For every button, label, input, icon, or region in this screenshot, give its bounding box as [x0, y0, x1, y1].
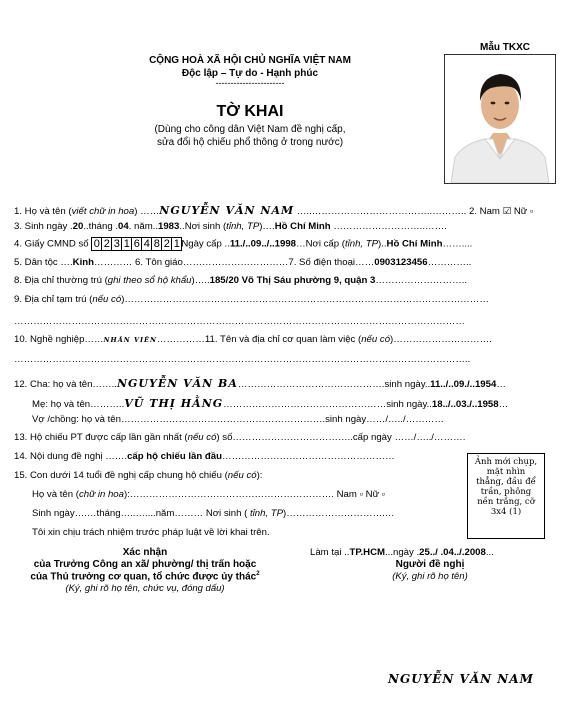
id-issue-place: Hồ Chí Minh: [386, 238, 443, 250]
field-child-name: Họ và tên (chữ in hoa):………………………………………………………. Nam ▫ Nữ ▫: [32, 489, 386, 500]
field-spouse: Vợ /chồng: họ và tên……………………………………………………….sinh ngày……/…../…………: [32, 414, 444, 425]
phone-value: 0903123456: [374, 257, 428, 268]
confirm-line-2: của Thủ trưởng cơ quan, tổ chức được ủy thác$^2$: [30, 571, 260, 583]
national-title: CỘNG HOÀ XÃ HỘI CHỦ NGHĨA VIỆT NAM: [149, 55, 351, 66]
applicant-signature: NGUYỄN VĂN NAM: [388, 672, 534, 686]
field-mother: Mẹ: họ và tên………..VŨ THỊ HẰNG……………………………………………sinh ngày..18../..03./..1958…: [32, 397, 509, 410]
gender-male-checkbox[interactable]: ☑: [502, 206, 512, 217]
father-name-value: NGUYỄN VĂN BA: [116, 377, 238, 390]
id-digit-box: 4: [141, 237, 152, 251]
field-full-name: 1. Họ và tên (viết chữ in hoa) ……NGUYỄN VĂN NAM …..………………………………..……….. 2. Nam ☑ Nữ ▫: [14, 204, 534, 217]
applicant-date: 25../ .04../.2008: [419, 547, 486, 558]
id-digit-box: 2: [101, 237, 112, 251]
field-id-card: 4. Giấy CMND số 0 2 3 1 6 4 8 2 1Ngày cấp ..11./..09../..1998…Nơi cấp (tỉnh, TP)..Hồ Chí Minh……....: [14, 238, 473, 250]
temporary-address-line-2: ……………………………………………………………………………………………………………………………: [14, 316, 465, 327]
field-ethnicity-religion-phone: 5. Dân tộc ….Kinh………… 6. Tôn giáo……………………………7. Số điện thoại……0903123456…………..: [14, 257, 472, 268]
id-digit-box: 2: [161, 237, 172, 251]
birth-place: Hồ Chí Minh: [274, 221, 331, 232]
doc-title: TỜ KHAI: [216, 103, 284, 120]
permanent-address-value: 185/20 Võ Thị Sáu phường 9, quận 3: [209, 275, 376, 286]
gender-female-checkbox[interactable]: ▫: [529, 206, 534, 217]
doc-subtitle-1: (Dùng cho công dân Việt Nam đề nghị cấp,: [154, 124, 346, 135]
mother-dob: 18../..03./..1958: [431, 399, 499, 410]
child-gender-female-checkbox[interactable]: ▫: [381, 489, 386, 500]
field-permanent-address: 8. Địa chỉ thường trú (ghi theo sổ hộ khẩu)…..185/20 Võ Thị Sáu phường 9, quận 3………………………..: [14, 275, 468, 286]
divider: -----------------------: [215, 78, 285, 88]
id-digit-box: 1: [121, 237, 132, 251]
confirm-note: (Ký, ghi rõ họ tên, chức vụ, đóng dấu): [65, 583, 225, 594]
request-value: cấp hộ chiếu lần đầu: [127, 451, 222, 462]
portrait-photo-icon: [445, 55, 555, 183]
confirm-title: Xác nhận: [122, 547, 168, 558]
field-occupation: 10. Nghề nghiệp……NHÂN VIÊN……………11. Tên và địa chỉ cơ quan làm việc (nếu có)………………………….: [14, 334, 492, 345]
applicant-place: TP.HCM: [349, 547, 386, 558]
field-father: 12. Cha: họ và tên……..NGUYỄN VĂN BA……………………………………….sinh ngày..11../..09./..1954…: [14, 377, 506, 390]
field-temporary-address: 9. Địa chỉ tạm trú (nếu có)……………………………………………………………………………………………………: [14, 294, 489, 305]
field-birth: 3. Sinh ngày .20..tháng .04. năm..1983..Nơi sinh (tỉnh, TP)….Hồ Chí Minh ………………………..…….: [14, 221, 447, 232]
birth-day: 20: [72, 221, 84, 232]
applicant-note: (Ký, ghi rõ họ tên): [392, 571, 468, 582]
portrait-photo: [444, 54, 556, 184]
confirm-line-1: của Trưởng Công an xã/ phường/ thị trấn hoặc: [33, 559, 257, 570]
id-digit-box: 6: [131, 237, 142, 251]
mother-name-value: VŨ THỊ HẰNG: [124, 397, 224, 410]
occupation-value: NHÂN VIÊN: [103, 336, 157, 344]
id-digit-box: 8: [151, 237, 162, 251]
motto: Độc lập – Tự do - Hạnh phúc: [181, 68, 319, 79]
birth-month: 04: [118, 221, 129, 232]
form-code: Mẫu TKXC: [480, 42, 530, 53]
field-child: 15. Con dưới 14 tuổi đề nghị cấp chung hộ chiếu (nếu có):: [14, 470, 263, 481]
applicant-place-date: Làm tại ..TP.HCM...ngày .25../ .04../.2008...: [310, 547, 494, 558]
full-name-value: NGUYỄN VĂN NAM: [159, 204, 295, 217]
father-dob: 11../..09./..1954: [430, 379, 497, 390]
applicant-title: Người đề nghị: [395, 559, 465, 570]
birth-year: 1983: [158, 221, 180, 232]
id-digit-box: 0: [91, 237, 102, 251]
field-child-birth: Sinh ngày….…tháng…..…....năm……… Nơi sinh ( tỉnh, TP)………………………….…: [32, 508, 395, 519]
id-issue-date: 11./..09../..1998: [229, 238, 296, 250]
field-request: 14. Nội dung đề nghị …….cấp hộ chiếu lần đầu………………………………………………: [14, 451, 395, 462]
child-gender-male-checkbox[interactable]: ▫: [359, 489, 363, 500]
ethnicity-value: Kinh: [72, 257, 94, 268]
id-digit-box: 3: [111, 237, 122, 251]
workplace-line-2: ……………………………………………………………………………………………………………………………..: [14, 354, 471, 365]
field-previous-passport: 13. Hộ chiếu PT được cấp lần gần nhất (nếu có) số………………………………..cấp ngày ……/…../……….: [14, 432, 466, 443]
photo-placeholder-box: Ảnh mới chụp, mặt nhìn thẳng, đầu để trần, phông nền trắng, cỡ 3x4 (1): [467, 453, 545, 539]
id-number-boxes: [91, 239, 181, 250]
id-digit-box: 1: [171, 237, 182, 251]
doc-subtitle-2: sửa đổi hộ chiếu phổ thông ở trong nước): [156, 137, 344, 148]
oath-statement: Tôi xin chịu trách nhiệm trước pháp luật về lời khai trên.: [32, 527, 270, 538]
